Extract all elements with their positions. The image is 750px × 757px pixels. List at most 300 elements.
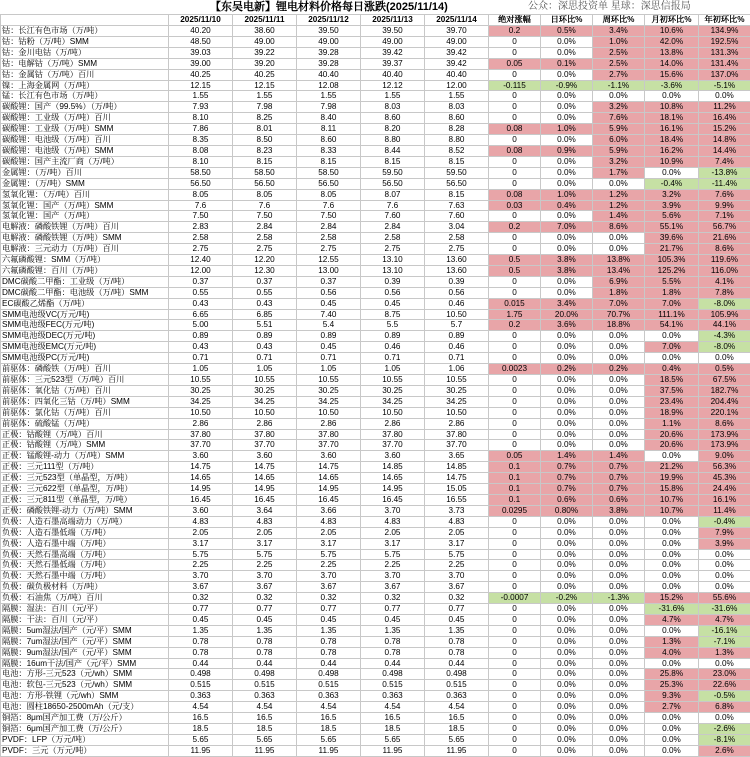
item-name-cell: 电解液：三元动力（万/吨）百川: [1, 244, 169, 255]
price-cell: 14.95: [297, 484, 361, 495]
change-cell: 0.0%: [541, 36, 593, 47]
change-cell: 0.0%: [593, 527, 645, 538]
change-cell: 0.0%: [593, 636, 645, 647]
change-cell: 0: [489, 691, 541, 702]
change-cell: 0.2%: [541, 364, 593, 375]
price-cell: 16.45: [169, 494, 233, 505]
price-cell: 0.43: [169, 298, 233, 309]
price-cell: 8.07: [361, 189, 425, 200]
change-cell: 0.0%: [541, 113, 593, 124]
change-cell: 0: [489, 36, 541, 47]
price-cell: 5.65: [297, 734, 361, 745]
price-cell: 0.498: [361, 669, 425, 680]
price-cell: 11.95: [425, 745, 489, 756]
change-cell: 0.5: [489, 255, 541, 266]
price-cell: 8.60: [425, 113, 489, 124]
change-cell: 10.9%: [645, 156, 699, 167]
price-cell: 8.80: [425, 135, 489, 146]
change-cell: 0: [489, 571, 541, 582]
change-cell: 14.4%: [699, 145, 750, 156]
price-cell: 14.65: [361, 473, 425, 484]
change-cell: 0.0%: [645, 571, 699, 582]
change-cell: 3.8%: [541, 265, 593, 276]
change-cell: 0.0%: [541, 407, 593, 418]
table-row: [1, 614, 750, 625]
price-cell: 12.15: [169, 80, 233, 91]
price-cell: 4.54: [169, 702, 233, 713]
price-cell: 3.60: [169, 505, 233, 516]
table-row: [1, 571, 750, 582]
price-cell: 12.20: [233, 255, 297, 266]
change-cell: 21.2%: [645, 462, 699, 473]
change-cell: 0.08: [489, 189, 541, 200]
change-cell: 0.0%: [541, 233, 593, 244]
price-cell: 7.98: [233, 102, 297, 113]
price-cell: 5.75: [361, 549, 425, 560]
table-row: [1, 167, 750, 178]
price-cell: 5.51: [233, 320, 297, 331]
change-cell: 0.0%: [593, 549, 645, 560]
change-cell: 0.0%: [541, 102, 593, 113]
price-cell: 2.05: [169, 527, 233, 538]
price-cell: 4.83: [361, 516, 425, 527]
change-cell: 0: [489, 614, 541, 625]
change-cell: 0.0%: [593, 407, 645, 418]
price-cell: 0.37: [169, 276, 233, 287]
change-cell: 0.0%: [593, 604, 645, 615]
price-cell: 39.42: [425, 47, 489, 58]
price-cell: 39.22: [233, 47, 297, 58]
change-cell: 0: [489, 47, 541, 58]
change-cell: 0.0%: [593, 680, 645, 691]
price-cell: 16.45: [361, 494, 425, 505]
change-cell: 0: [489, 353, 541, 364]
price-cell: 14.65: [233, 473, 297, 484]
table-row: [1, 713, 750, 724]
price-cell: 3.17: [361, 538, 425, 549]
price-cell: 2.75: [233, 244, 297, 255]
change-cell: 15.8%: [645, 484, 699, 495]
item-name-cell: 前驱体：硫酸锰（万/吨）: [1, 418, 169, 429]
price-cell: 37.80: [297, 429, 361, 440]
change-cell: 0: [489, 385, 541, 396]
change-cell: 25.8%: [645, 669, 699, 680]
price-cell: 0.363: [297, 691, 361, 702]
change-cell: 0.0%: [593, 691, 645, 702]
item-name-cell: 正极：三元523型（单晶型，万/吨）: [1, 473, 169, 484]
change-cell: 0.1: [489, 494, 541, 505]
item-name-cell: SMM电池级PC(万元/吨): [1, 353, 169, 364]
table-row: [1, 265, 750, 276]
item-name-cell: 六氟磷酸锂：百川（万/吨）: [1, 265, 169, 276]
price-cell: 2.25: [233, 560, 297, 571]
change-cell: 3.4%: [593, 26, 645, 37]
price-cell: 49.00: [297, 36, 361, 47]
price-cell: 16.5: [169, 713, 233, 724]
change-cell: 0.0%: [645, 451, 699, 462]
price-cell: 1.06: [425, 364, 489, 375]
price-cell: 0.46: [361, 342, 425, 353]
change-cell: 6.9%: [593, 276, 645, 287]
price-cell: 39.37: [361, 58, 425, 69]
table-row: [1, 724, 750, 735]
change-cell: 0.0%: [593, 625, 645, 636]
price-cell: 15.05: [425, 484, 489, 495]
price-cell: 7.86: [169, 124, 233, 135]
item-name-cell: 钴：金川电钴（万/吨）: [1, 47, 169, 58]
price-cell: 37.70: [297, 440, 361, 451]
price-cell: 0.78: [169, 636, 233, 647]
item-name-cell: 金属锂：（万/吨）百川: [1, 167, 169, 178]
column-header: 周环比%: [593, 15, 645, 26]
change-cell: 0.4%: [541, 200, 593, 211]
price-cell: 0.515: [425, 680, 489, 691]
price-cell: 40.25: [233, 69, 297, 80]
change-cell: 7.9%: [699, 527, 750, 538]
price-cell: 1.35: [169, 625, 233, 636]
table-row: [1, 418, 750, 429]
change-cell: 0: [489, 418, 541, 429]
price-cell: 48.50: [169, 36, 233, 47]
table-row: [1, 680, 750, 691]
change-cell: 0.0%: [541, 69, 593, 80]
price-cell: 8.11: [297, 124, 361, 135]
price-cell: 39.42: [425, 58, 489, 69]
price-cell: 40.20: [169, 26, 233, 37]
table-body: [1, 26, 750, 757]
price-cell: 4.54: [361, 702, 425, 713]
price-cell: 2.75: [361, 244, 425, 255]
change-cell: 1.0%: [541, 124, 593, 135]
change-cell: 2.5%: [593, 47, 645, 58]
price-cell: 3.60: [297, 451, 361, 462]
table-row: [1, 145, 750, 156]
change-cell: 5.9%: [593, 145, 645, 156]
change-cell: 0.0%: [541, 375, 593, 386]
price-cell: 8.50: [233, 135, 297, 146]
item-name-cell: 锰：长江有色市场（万/吨）: [1, 91, 169, 102]
price-cell: 0.45: [361, 298, 425, 309]
price-cell: 3.65: [425, 451, 489, 462]
table-row: [1, 178, 750, 189]
change-cell: 0.0%: [699, 582, 750, 593]
change-cell: 3.8%: [541, 255, 593, 266]
change-cell: 7.0%: [593, 298, 645, 309]
price-cell: 30.25: [361, 385, 425, 396]
table-row: [1, 58, 750, 69]
change-cell: 0: [489, 560, 541, 571]
price-cell: 7.63: [425, 200, 489, 211]
change-cell: 0.2: [489, 26, 541, 37]
change-cell: 24.4%: [699, 484, 750, 495]
change-cell: -0.0007: [489, 593, 541, 604]
price-cell: 3.67: [169, 582, 233, 593]
change-cell: 0.0%: [699, 91, 750, 102]
item-name-cell: 电池：软包-三元523（元/wh）SMM: [1, 680, 169, 691]
price-cell: 8.15: [425, 189, 489, 200]
price-cell: 3.70: [297, 571, 361, 582]
change-cell: 0.0%: [593, 233, 645, 244]
price-cell: 12.12: [361, 80, 425, 91]
price-cell: 0.37: [233, 276, 297, 287]
change-cell: 0.0%: [541, 702, 593, 713]
price-cell: 39.28: [297, 47, 361, 58]
price-cell: 8.03: [425, 102, 489, 113]
change-cell: 3.2%: [593, 156, 645, 167]
price-cell: 5.75: [169, 549, 233, 560]
table-row: [1, 331, 750, 342]
price-cell: 38.60: [233, 26, 297, 37]
price-cell: 13.10: [361, 255, 425, 266]
item-name-cell: 氢氧化锂：（万/吨）百川: [1, 189, 169, 200]
price-cell: 14.95: [169, 484, 233, 495]
price-cell: 0.498: [425, 669, 489, 680]
price-cell: 0.43: [233, 298, 297, 309]
column-header: 2025/11/14: [425, 15, 489, 26]
change-cell: 0.0023: [489, 364, 541, 375]
change-cell: 0.0%: [541, 604, 593, 615]
change-cell: 0.9%: [541, 145, 593, 156]
price-cell: 0.71: [425, 353, 489, 364]
price-cell: 11.95: [361, 745, 425, 756]
change-cell: 0.0%: [593, 178, 645, 189]
price-cell: 8.75: [361, 309, 425, 320]
change-cell: 18.5%: [645, 375, 699, 386]
change-cell: 0: [489, 102, 541, 113]
table-row: [1, 135, 750, 146]
price-cell: 0.71: [361, 353, 425, 364]
price-cell: 7.60: [361, 211, 425, 222]
price-cell: 16.5: [361, 713, 425, 724]
item-name-cell: 前驱体：氯化钴（万/吨）百川: [1, 407, 169, 418]
table-row: [1, 527, 750, 538]
price-cell: 2.84: [297, 222, 361, 233]
change-cell: 0.0%: [645, 713, 699, 724]
change-cell: 137.0%: [699, 69, 750, 80]
change-cell: 173.9%: [699, 429, 750, 440]
item-name-cell: 前驱体：四氧化三钴（万/吨）SMM: [1, 396, 169, 407]
change-cell: 10.8%: [645, 102, 699, 113]
price-cell: 34.25: [233, 396, 297, 407]
price-cell: 2.25: [169, 560, 233, 571]
item-name-cell: SMM电池级FEC(万元/吨): [1, 320, 169, 331]
price-cell: 3.70: [169, 571, 233, 582]
change-cell: 0: [489, 527, 541, 538]
table-row: [1, 451, 750, 462]
item-name-cell: 负极：碳负极材料（万/吨）: [1, 582, 169, 593]
change-cell: 2.6%: [699, 745, 750, 756]
item-name-cell: 电池：方形-三元523（元/wh）SMM: [1, 669, 169, 680]
price-cell: 7.6: [361, 200, 425, 211]
price-cell: 3.17: [425, 538, 489, 549]
item-name-cell: 隔膜：5um湿法/国产（元/平）SMM: [1, 625, 169, 636]
price-cell: 2.84: [361, 222, 425, 233]
item-name-cell: DMC碳酸二甲酯：电池级（万/吨）SMM: [1, 287, 169, 298]
item-name-cell: 正极：钴酸锂（万/吨）SMM: [1, 440, 169, 451]
table-row: [1, 320, 750, 331]
change-cell: 0.05: [489, 451, 541, 462]
table-row: [1, 462, 750, 473]
change-cell: 18.8%: [593, 320, 645, 331]
change-cell: 21.6%: [699, 233, 750, 244]
price-cell: 3.70: [361, 505, 425, 516]
change-cell: 0.5%: [541, 26, 593, 37]
price-cell: 37.70: [361, 440, 425, 451]
item-name-cell: 负极：人造石墨低端（万/吨）: [1, 527, 169, 538]
change-cell: 0.0%: [541, 571, 593, 582]
change-cell: 3.6%: [541, 320, 593, 331]
item-name-cell: 钴：长江有色市场（万/吨）: [1, 26, 169, 37]
change-cell: 0.0%: [541, 713, 593, 724]
change-cell: 18.4%: [645, 135, 699, 146]
price-cell: 59.50: [425, 167, 489, 178]
item-name-cell: DMC碳酸二甲酯：工业级（万/吨）: [1, 276, 169, 287]
change-cell: 0.0%: [541, 691, 593, 702]
price-cell: 8.35: [169, 135, 233, 146]
table-row: [1, 124, 750, 135]
change-cell: 0.0%: [541, 178, 593, 189]
price-cell: 3.04: [425, 222, 489, 233]
price-cell: 2.75: [169, 244, 233, 255]
price-cell: 5.4: [297, 320, 361, 331]
item-name-cell: 电解液：磷酸铁锂（万/吨）百川: [1, 222, 169, 233]
change-cell: 0.0%: [645, 527, 699, 538]
item-name-cell: 碳酸锂：国产主流厂商（万/吨）: [1, 156, 169, 167]
change-cell: 70.7%: [593, 309, 645, 320]
change-cell: 1.4%: [593, 211, 645, 222]
change-cell: 0.2: [489, 320, 541, 331]
change-cell: 9.9%: [699, 200, 750, 211]
price-cell: 34.25: [169, 396, 233, 407]
change-cell: 0: [489, 745, 541, 756]
price-cell: 37.70: [169, 440, 233, 451]
change-cell: 0.0%: [699, 713, 750, 724]
change-cell: 0: [489, 516, 541, 527]
change-cell: -31.6%: [699, 604, 750, 615]
price-cell: 7.60: [425, 211, 489, 222]
change-cell: 44.1%: [699, 320, 750, 331]
price-cell: 0.71: [297, 353, 361, 364]
change-cell: 1.8%: [645, 287, 699, 298]
change-cell: 0.0%: [541, 91, 593, 102]
change-cell: 0.0%: [593, 353, 645, 364]
price-cell: 56.50: [169, 178, 233, 189]
change-cell: 3.2%: [645, 189, 699, 200]
change-cell: 0.0%: [541, 560, 593, 571]
change-cell: 37.5%: [645, 385, 699, 396]
price-cell: 0.515: [233, 680, 297, 691]
change-cell: 14.0%: [645, 58, 699, 69]
change-cell: 0.015: [489, 298, 541, 309]
change-cell: 0: [489, 724, 541, 735]
price-cell: 10.55: [361, 375, 425, 386]
price-cell: 2.86: [233, 418, 297, 429]
item-name-cell: 隔膜：7um湿法/国产（元/平）SMM: [1, 636, 169, 647]
title-bar: [0, 0, 750, 14]
price-cell: 3.67: [233, 582, 297, 593]
change-cell: 0: [489, 680, 541, 691]
change-cell: 0: [489, 113, 541, 124]
table-row: [1, 47, 750, 58]
change-cell: 0.1%: [541, 58, 593, 69]
price-table: [0, 14, 750, 757]
change-cell: 3.8%: [593, 505, 645, 516]
change-cell: 54.1%: [645, 320, 699, 331]
price-cell: 1.55: [361, 91, 425, 102]
price-cell: 2.75: [297, 244, 361, 255]
item-name-cell: 碳酸锂：工业级（万/吨）SMM: [1, 124, 169, 135]
table-row: [1, 625, 750, 636]
table-row: [1, 211, 750, 222]
column-header: 月初环比%: [645, 15, 699, 26]
price-cell: 0.515: [169, 680, 233, 691]
table-row: [1, 473, 750, 484]
change-cell: 0.05: [489, 58, 541, 69]
change-cell: 7.6%: [593, 113, 645, 124]
change-cell: 0.0%: [593, 582, 645, 593]
change-cell: 0: [489, 276, 541, 287]
price-cell: 34.25: [425, 396, 489, 407]
price-cell: 8.33: [297, 145, 361, 156]
price-cell: 14.75: [297, 462, 361, 473]
price-cell: 10.50: [425, 407, 489, 418]
change-cell: 11.4%: [699, 505, 750, 516]
price-cell: 6.85: [233, 309, 297, 320]
change-cell: -31.6%: [645, 604, 699, 615]
change-cell: 10.7%: [645, 505, 699, 516]
price-cell: 0.45: [297, 298, 361, 309]
item-name-cell: 氢氧化锂：国产（万/吨）SMM: [1, 200, 169, 211]
change-cell: 131.3%: [699, 47, 750, 58]
change-cell: 5.5%: [645, 276, 699, 287]
change-cell: 45.3%: [699, 473, 750, 484]
price-cell: 7.6: [169, 200, 233, 211]
price-cell: 0.56: [297, 287, 361, 298]
change-cell: -3.6%: [645, 80, 699, 91]
change-cell: 0.0%: [593, 396, 645, 407]
table-row: [1, 407, 750, 418]
table-row: [1, 80, 750, 91]
change-cell: 1.75: [489, 309, 541, 320]
change-cell: 9.3%: [645, 691, 699, 702]
change-cell: 0.0%: [541, 440, 593, 451]
price-cell: 8.01: [233, 124, 297, 135]
price-cell: 14.95: [233, 484, 297, 495]
change-cell: 6.8%: [699, 702, 750, 713]
change-cell: 0.0%: [645, 724, 699, 735]
table-row: [1, 494, 750, 505]
price-cell: 14.65: [169, 473, 233, 484]
change-cell: 8.6%: [699, 244, 750, 255]
change-cell: 0.0%: [541, 745, 593, 756]
price-cell: 2.86: [297, 418, 361, 429]
price-cell: 12.15: [233, 80, 297, 91]
price-cell: 0.78: [233, 636, 297, 647]
change-cell: -0.115: [489, 80, 541, 91]
change-cell: 0.0%: [593, 669, 645, 680]
price-cell: 13.60: [425, 265, 489, 276]
change-cell: 5.6%: [645, 211, 699, 222]
price-cell: 0.77: [425, 604, 489, 615]
price-cell: 12.55: [297, 255, 361, 266]
price-cell: 39.50: [361, 26, 425, 37]
change-cell: 1.1%: [645, 418, 699, 429]
change-cell: 20.6%: [645, 429, 699, 440]
table-row: [1, 484, 750, 495]
item-name-cell: PVDF：LFP（万元/吨）: [1, 734, 169, 745]
price-cell: 0.498: [297, 669, 361, 680]
price-cell: 7.50: [297, 211, 361, 222]
